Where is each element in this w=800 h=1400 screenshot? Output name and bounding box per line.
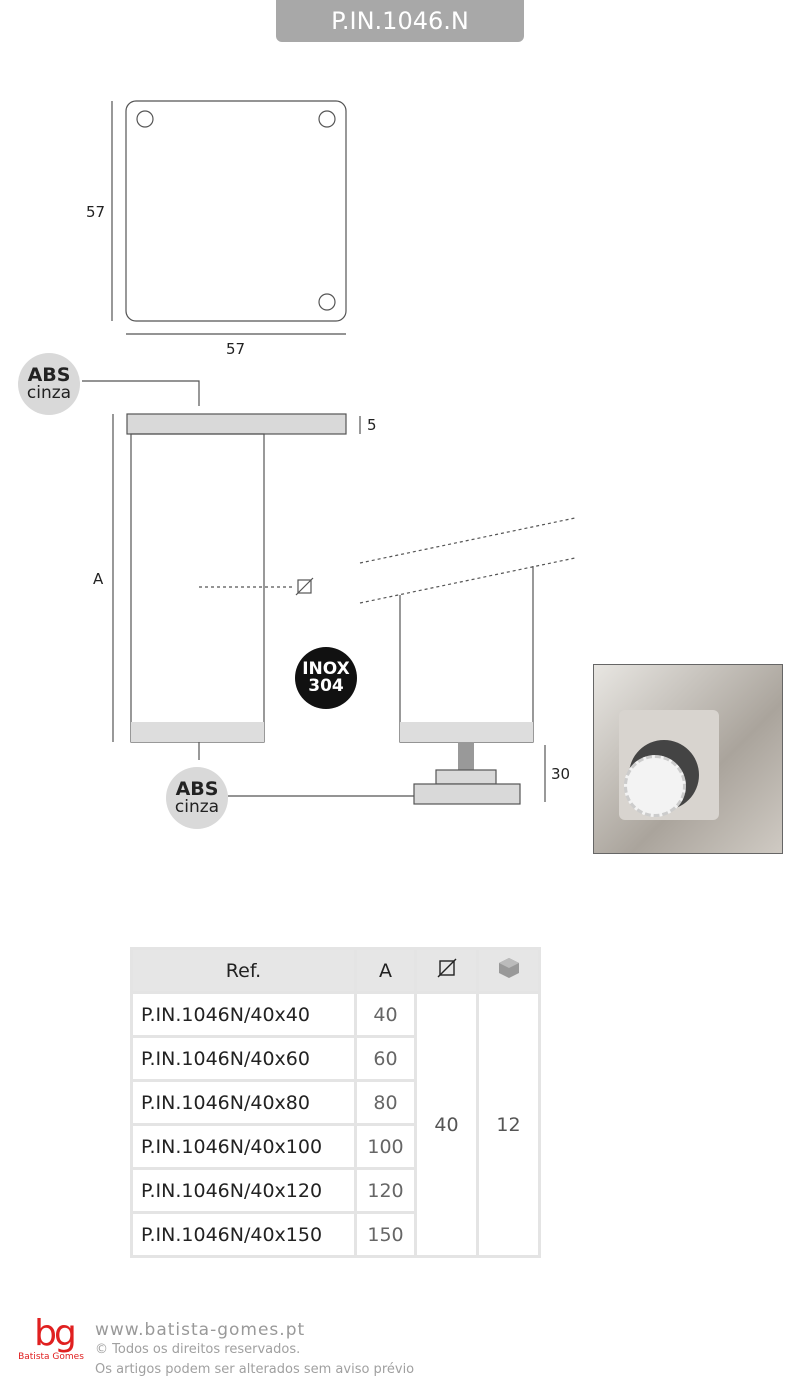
col-ref: Ref. [132, 949, 356, 993]
notice-text: Os artigos podem ser alterados sem aviso prévio [95, 1362, 415, 1377]
table-row: P.IN.1046N/40x40 40 40 12 [132, 993, 540, 1037]
product-photo [593, 664, 783, 854]
dim-length: A [93, 570, 104, 588]
package-value: 12 [478, 993, 540, 1257]
table-row: P.IN.1046N/40x150 150 [132, 1213, 540, 1257]
website-link[interactable]: www.batista-gomes.pt [95, 1320, 306, 1340]
abs-badge-top: ABS cinza [18, 353, 80, 415]
dim-height: 57 [86, 203, 106, 221]
table-row: P.IN.1046N/40x60 60 [132, 1037, 540, 1081]
inox-badge: INOX 304 [295, 647, 357, 709]
product-title: P.IN.1046.N [276, 0, 524, 42]
dim-adjust: 30 [551, 765, 571, 783]
table-row: P.IN.1046N/40x100 100 [132, 1125, 540, 1169]
box-icon [478, 949, 540, 993]
square-diameter-icon [416, 949, 478, 993]
dim-plate: 5 [367, 416, 377, 434]
rights-text: Todos os direitos reservados. [112, 1342, 301, 1357]
table-row: P.IN.1046N/40x120 120 [132, 1169, 540, 1213]
diameter-value: 40 [416, 993, 478, 1257]
top-plate-outline [126, 101, 346, 321]
col-a: A [356, 949, 416, 993]
brand-logo: bg Batista Gomes [18, 1313, 84, 1362]
dim-width: 57 [226, 340, 246, 358]
footer: www.batista-gomes.pt © Todos os direitos reservados. Os artigos podem ser alterados sem aviso prévio [95, 1320, 414, 1380]
abs-badge-bottom: ABS cinza [166, 767, 228, 829]
table-row: P.IN.1046N/40x80 80 [132, 1081, 540, 1125]
reference-table [130, 947, 541, 1258]
